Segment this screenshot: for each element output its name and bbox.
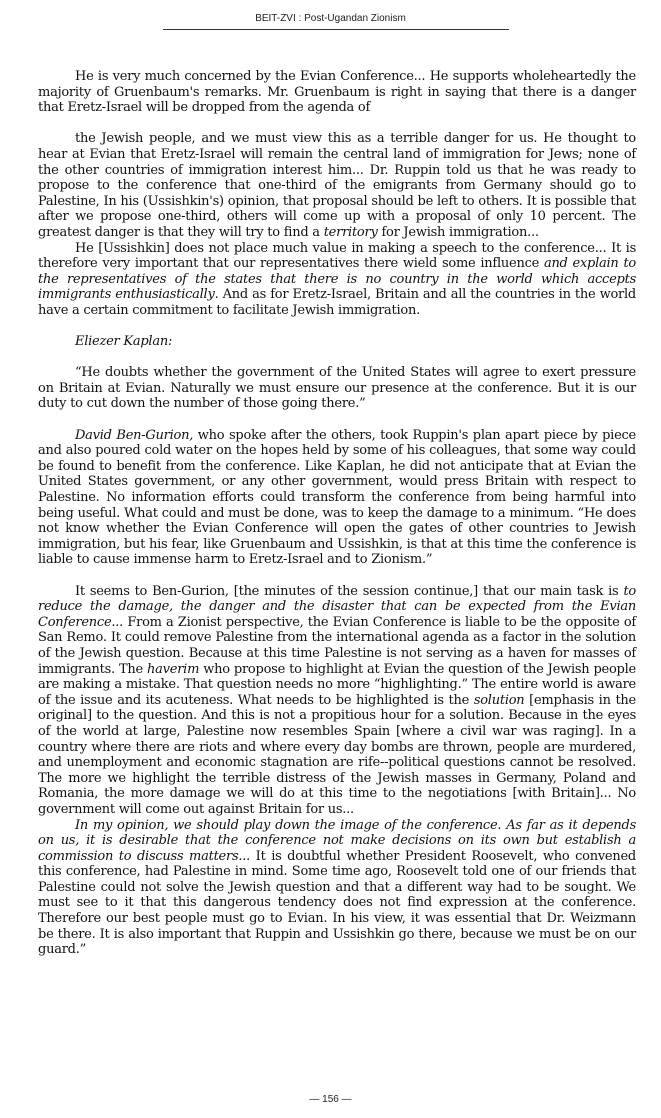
text-segment: . And as for Eretz-Israel, Britain and all the countries in the world have a certain commitment to facilitate Jewish immigration. [38, 287, 636, 318]
page-number: — 156 — [309, 1094, 352, 1105]
emphasis-reduce-damage: to reduce the damage, the danger and the disaster that can be expected from the Evian Conference... [38, 583, 636, 630]
paragraph-kaplan-quote [38, 365, 636, 412]
paragraph-ben-gurion-opinion [38, 818, 636, 958]
speaker-name: Eliezer Kaplan: [75, 334, 173, 350]
text-segment: It seems to Ben-Gurion, [the minutes of the session continue,] that our main task is [75, 583, 624, 599]
paragraph-gap [38, 319, 636, 335]
header-rule-divider [163, 29, 509, 30]
text-segment: He is very much concerned by the Evian Conference... He supports wholeheartedly the majority of Gruenbaum's remarks. Mr. Gruenbaum is right in saying that there is a danger that Eretz-Israel will be dropped from the agenda of [38, 69, 636, 116]
emphasis-territory: territory [323, 224, 378, 240]
text-segment: “He doubts whether the government of the United States will agree to exert pressure on Britain at Evian. Naturally we must ensure our presence at the conference. But it is our duty to cut down the number of those going there.” [38, 365, 636, 412]
text-segment: It is doubtful whether President Roosevelt, who convened this conference, had Palestine in mind. Some time ago, Roosevelt told one of our friends that Palestine could not solve the Jewish question and that a different way had to be sought. We must see to it that this dangerous tendency does not find expression at the conference. Therefore our best people must go to Evian. In his view, it was essential that Dr. Weizmann be there. It is also important that Ruppin and Ussishkin go there, because we must be on our guard.” [38, 848, 636, 958]
paragraph-ussishkin-speech [38, 241, 636, 319]
emphasis-play-down-conference: In my opinion, we should play down the image of the conference. As far as it depends on us, it is desirable that the conference not make decisions on its own but establish a commission to discuss matters... [38, 817, 636, 864]
paragraph-ben-gurion-plan [38, 428, 636, 568]
emphasis-explain-representatives: and explain to the representatives of the states that there is no country in the world which accepts immigrants enthusiastically [38, 256, 637, 303]
text-segment: who propose to highlight at Evian the question of the Jewish people are making a mistake. That question needs no more “highlighting.” The entire world is aware of the issue and its acuteness. What needs to be highlighted is the [38, 661, 636, 708]
running-header-title: BEIT-ZVI : Post-Ugandan Zionism [255, 13, 406, 24]
speaker-heading-kaplan [38, 334, 636, 350]
text-segment: [emphasis in the original] to the question. And this is not a propitious hour for a solution. Because in the eyes of the world at large, Palestine now resembles Spain [where a civil war was raging]. In a country where there are riots and where every day bombs are thrown, people are murdered, and unemployment and economic stagnation are rife--political questions cannot be resolved. The more we highlight the terrible distress of the Jewish masses in Germany, Poland and Romania, the more damage we will do at this time to the negotiations [with Britain]... No government will come out against Britain for us... [38, 692, 636, 817]
text-segment: He [Ussishkin] does not place much value in making a speech to the conference... It is therefore very important that our representatives there wield some influence [38, 240, 636, 272]
paragraph-ben-gurion-minutes [38, 584, 636, 818]
speaker-name: David Ben-Gurion, [75, 427, 194, 443]
text-segment: who spoke after the others, took Ruppin's plan apart piece by piece and also poured cold water on the hopes held by some of his colleagues, that some way could be found to benefit from the conference. Like Kaplan, he did not anticipate that at Evian the United States government, or any other government, would press Britain with respect to Palestine. No information efforts could transform the conference from being harmful into being useful. What could and must be done, was to keep the damage to a minimum. “He does not know whether the Evian Conference will open the gates of other countries to Jewish immigration, but his fear, like Gruenbaum and Ussishkin, is that at this time the conference is liable to cause immense harm to Eretz-Israel and to Zionism.” [38, 427, 636, 568]
paragraph-gap [38, 350, 636, 366]
paragraph-gap [38, 412, 636, 428]
text-segment: From a Zionist perspective, the Evian Conference is liable to be the opposite of San Remo. It could remove Palestine from the international agenda as a factor in the solution of the Jewish question. Because at this time Palestine is not serving as a haven for masses of immigrants. The [38, 614, 636, 677]
paragraph-gap [38, 116, 636, 132]
paragraph-gap [38, 568, 636, 584]
paragraph-jewish-people-danger [38, 131, 636, 240]
paragraph-ussishkin-evian [38, 69, 636, 116]
emphasis-solution: solution [473, 692, 525, 708]
text-segment: the Jewish people, and we must view this as a terrible danger for us. He thought to hear at Evian that Eretz-Israel will remain the central land of immigration for Jews; none of the other countries of immigration interest him... Dr. Ruppin told us that he was ready to propose to the conference that one-third of the emigrants from Germany should go to Palestine, In his (Ussishkin's) opinion, that proposal should be left to others. It is possible that after we propose one-third, others will come up with a proposal of only 10 percent. The greatest danger is that they will try to find a [38, 131, 636, 240]
text-segment: for Jewish immigration... [377, 224, 539, 240]
page-body [38, 69, 636, 958]
emphasis-haverim: haverim [147, 661, 200, 677]
